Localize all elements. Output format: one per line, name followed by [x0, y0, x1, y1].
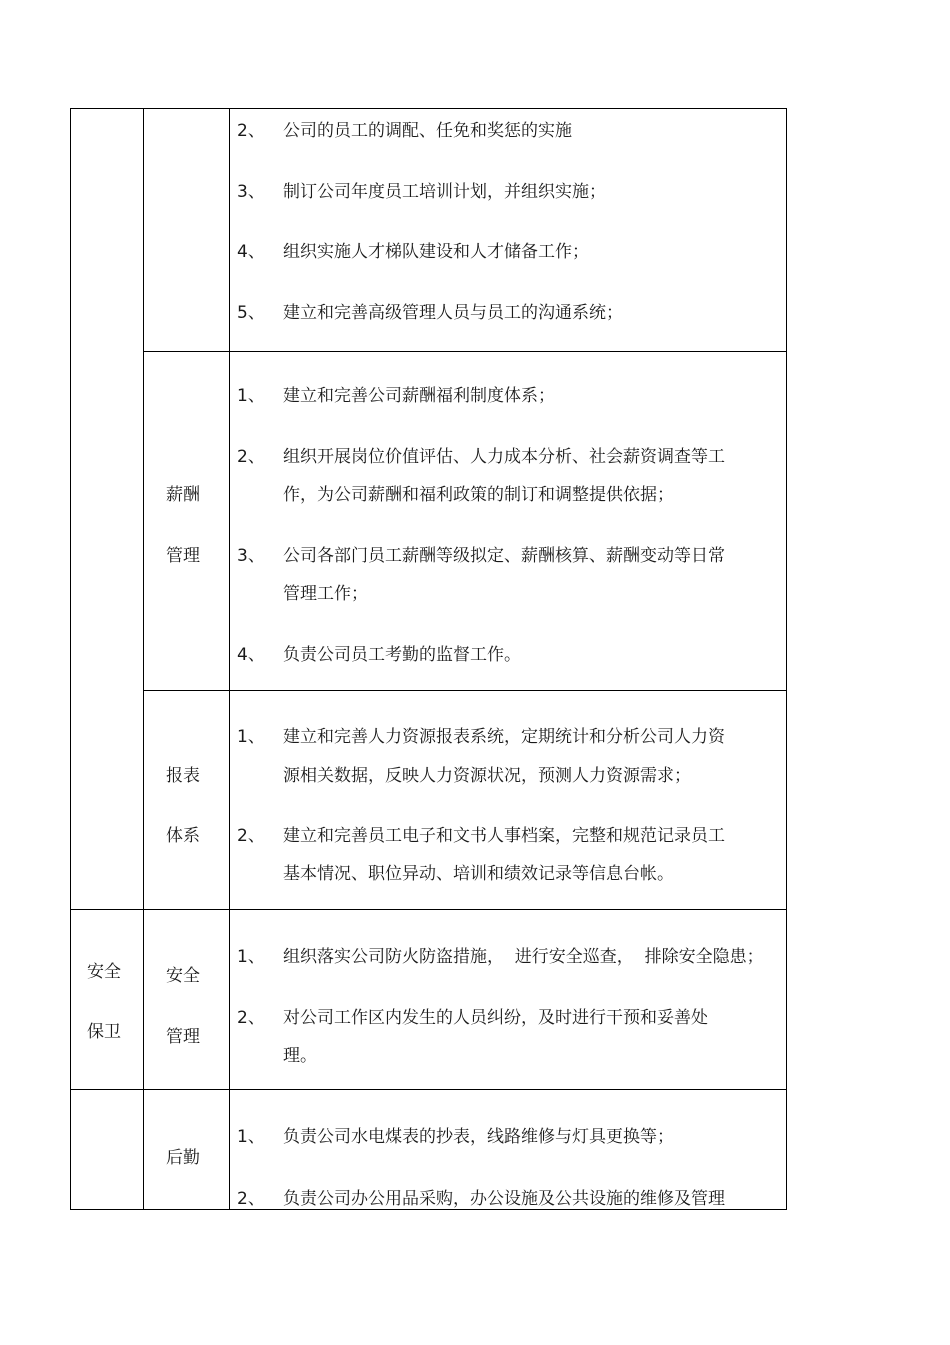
subcategory-label: 后勤 [166, 1148, 200, 1168]
item-number: 3、 [237, 182, 265, 202]
item-text: 负责公司员工考勤的监督工作。 [283, 645, 521, 665]
item-text: 建立和完善公司薪酬福利制度体系； [283, 386, 555, 406]
subcategory-label: 管理 [166, 1027, 200, 1047]
item-number: 1、 [237, 386, 265, 406]
column-divider [229, 108, 230, 1210]
item-number: 2、 [237, 1189, 265, 1209]
item-text: 负责公司办公用品采购，办公设施及公共设施的维修及管理 [283, 1189, 725, 1209]
item-text: 组织开展岗位价值评估、人力成本分析、社会薪资调查等工 [283, 447, 725, 467]
item-text: 理。 [283, 1046, 317, 1066]
item-text: 负责公司水电煤表的抄表，线路维修与灯具更换等； [283, 1127, 674, 1147]
subcategory-label: 报表 [166, 766, 200, 786]
subcategory-label: 安全 [166, 966, 200, 986]
item-number: 3、 [237, 546, 265, 566]
item-text: 建立和完善高级管理人员与员工的沟通系统； [283, 303, 623, 323]
item-number: 4、 [237, 645, 265, 665]
column-divider [143, 108, 144, 1210]
subcategory-label: 体系 [166, 826, 200, 846]
item-text: 建立和完善人力资源报表系统，定期统计和分析公司人力资 [283, 727, 725, 747]
category-label: 安全 [87, 962, 121, 982]
item-number: 2、 [237, 1008, 265, 1028]
item-text: 公司的员工的调配、任免和奖惩的实施 [283, 121, 572, 141]
row-divider [143, 690, 787, 691]
table-border-right [786, 108, 787, 1210]
item-text: 基本情况、职位异动、培训和绩效记录等信息台帐。 [283, 864, 674, 884]
item-number: 1、 [237, 727, 265, 747]
item-number: 2、 [237, 447, 265, 467]
category-label: 保卫 [87, 1022, 121, 1042]
table-border-left [70, 108, 71, 1210]
item-text: 建立和完善员工电子和文书人事档案，完整和规范记录员工 [283, 826, 725, 846]
item-number: 1、 [237, 947, 265, 967]
row-divider [143, 351, 787, 352]
item-text: 组织实施人才梯队建设和人才储备工作； [283, 242, 589, 262]
item-text: 源相关数据，反映人力资源状况，预测人力资源需求； [283, 766, 691, 786]
item-number: 5、 [237, 303, 265, 323]
item-number: 4、 [237, 242, 265, 262]
table-border-top [70, 108, 787, 109]
item-text: 制订公司年度员工培训计划，并组织实施； [283, 182, 606, 202]
item-text: 管理工作； [283, 584, 368, 604]
item-text: 作，为公司薪酬和福利政策的制订和调整提供依据； [283, 485, 674, 505]
row-divider [70, 909, 787, 910]
item-number: 2、 [237, 826, 265, 846]
subcategory-label: 管理 [166, 546, 200, 566]
item-text: 公司各部门员工薪酬等级拟定、薪酬核算、薪酬变动等日常 [283, 546, 725, 566]
item-number: 1、 [237, 1127, 265, 1147]
item-text: 组织落实公司防火防盗措施， 进行安全巡查， 排除安全隐患； [283, 947, 764, 967]
table-border-bottom [70, 1209, 787, 1210]
item-text: 对公司工作区内发生的人员纠纷，及时进行干预和妥善处 [283, 1008, 708, 1028]
row-divider [70, 1089, 787, 1090]
subcategory-label: 薪酬 [166, 485, 200, 505]
item-number: 2、 [237, 121, 265, 141]
